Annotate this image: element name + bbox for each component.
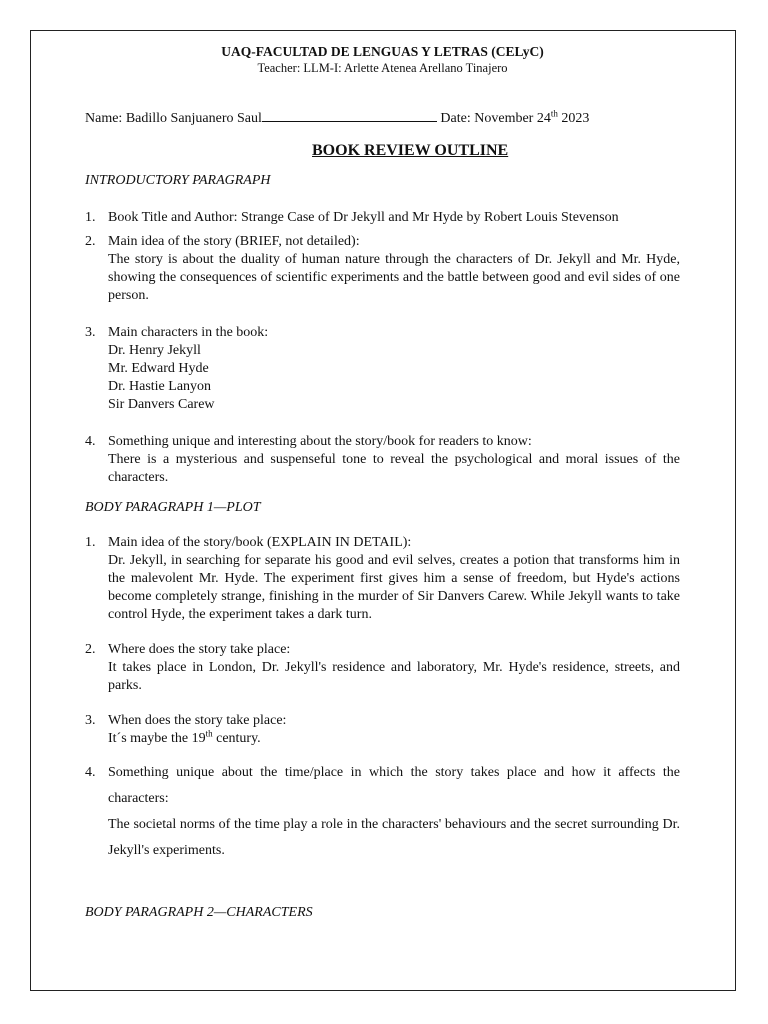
name-date-line (85, 109, 680, 128)
list-item: 2. Main idea of the story (BRIEF, not detailed): The story is about the duality of human nature through the characters of Dr. Jekyll and Mr. Hyde, showing the consequences of scientific experiments and the battle between good and evil sides of one person. (85, 234, 680, 303)
answer-text: It´s maybe the 19th century. (108, 728, 261, 746)
list-item: 3. Main characters in the book: Dr. Henry Jekyll Mr. Edward Hyde Dr. Hastie Lanyon Sir Danvers Carew (85, 324, 680, 414)
answer-text: The societal norms of the time play a role in the characters' behaviours and the secret surrounding Dr. Jekyll's experiments. (108, 817, 680, 858)
list-item: 3. When does the story take place: It´s maybe the 19th century. (85, 712, 680, 748)
answer-text: The story is about the duality of human nature through the characters of Dr. Jekyll and Mr. Hyde, showing the consequences of scientific experiments and the battle between good and evil sides of one person. (108, 252, 680, 303)
list-item: 1. Book Title and Author: Strange Case of Dr Jekyll and Mr Hyde by Robert Louis Stevenson (85, 210, 619, 225)
character-name: Sir Danvers Carew (108, 397, 215, 412)
student-name: Name: Badillo Sanjuanero Saul (85, 111, 262, 126)
document-title: BOOK REVIEW OUTLINE (312, 142, 509, 159)
institution-header: UAQ-FACULTAD DE LENGUAS Y LETRAS (CELyC) (221, 44, 544, 59)
intro-list (85, 209, 680, 487)
answer-text: Dr. Jekyll, in searching for separate his good and evil selves, creates a potion that transforms him in the malevolent Mr. Hyde. The experiment first gives him a sense of freedom, but Hyde's actions become completely strange, finishing in the murder of Sir Danvers Carew. While Jekyll wants to take control Hyde, the experiment takes a dark turn. (108, 553, 680, 622)
teacher-line: Teacher: LLM-I: Arlette Atenea Arellano Tinajero (257, 61, 508, 75)
answer-text: There is a mysterious and suspenseful tone to reveal the psychological and moral issues of the characters. (108, 452, 680, 485)
plot-list (85, 534, 680, 864)
character-name: Dr. Henry Jekyll (108, 343, 201, 358)
section-heading-plot: BODY PARAGRAPH 1—PLOT (85, 500, 261, 515)
list-item: 2. Where does the story take place: It takes place in London, Dr. Jekyll's residence and laboratory, Mr. Hyde's residence, streets, and parks. (85, 642, 680, 693)
list-item: 4. Something unique about the time/place in which the story takes place and how it affects the characters: The societal norms of the time play a role in the characters' behaviours and the secret surrounding Dr. Jekyll's experiments. (85, 760, 680, 864)
name-underline (262, 109, 437, 122)
list-item: 4. Something unique and interesting about the story/book for readers to know: There is a mysterious and suspenseful tone to reveal the psychological and moral issues of the characters. (85, 434, 680, 485)
date-text: Date: November 24th 2023 (440, 108, 590, 126)
character-name: Mr. Edward Hyde (108, 361, 209, 376)
document-content (85, 43, 680, 922)
character-name: Dr. Hastie Lanyon (108, 379, 212, 394)
list-item: 1. Main idea of the story/book (EXPLAIN IN DETAIL): Dr. Jekyll, in searching for separate his good and evil selves, creates a potion that transforms him in the malevolent Mr. Hyde. The experiment first gives him a sense of freedom, but Hyde's actions become completely strange, finishing in the murder of Sir Danvers Carew. While Jekyll wants to take control Hyde, the experiment takes a dark turn. (85, 535, 680, 622)
section-heading-characters: BODY PARAGRAPH 2—CHARACTERS (85, 905, 313, 920)
answer-text: It takes place in London, Dr. Jekyll's residence and laboratory, Mr. Hyde's residence, streets, and parks. (108, 660, 680, 693)
section-heading-intro: INTRODUCTORY PARAGRAPH (85, 173, 271, 188)
